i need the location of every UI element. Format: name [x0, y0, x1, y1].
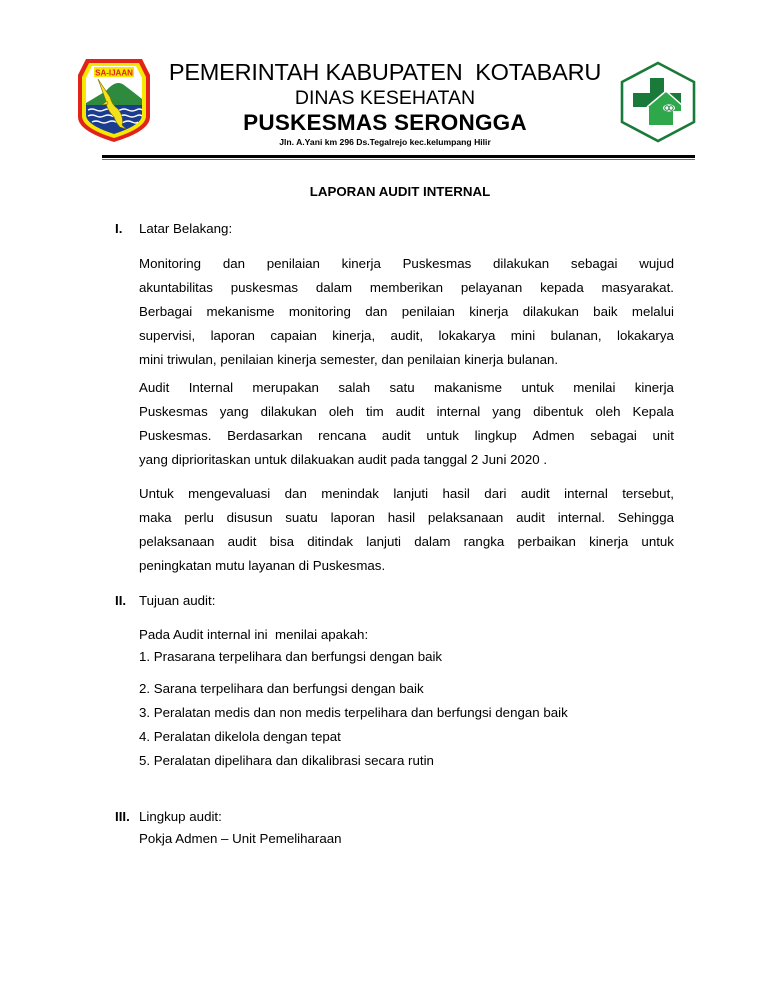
word: lokakarya: [438, 328, 496, 343]
svg-text:SA-IJAAN: SA-IJAAN: [95, 68, 133, 78]
word: untuk: [521, 380, 554, 395]
word: menindak: [321, 486, 379, 501]
word: akuntabilitas: [139, 280, 213, 295]
word: maka: [139, 510, 172, 525]
word: dilakukan: [522, 304, 579, 319]
word: kinerja: [634, 380, 674, 395]
word: mini: [510, 328, 536, 343]
word: dalam: [414, 534, 451, 549]
paragraph-line: peningkatan mutu layanan di Puskesmas.: [139, 558, 386, 573]
word: laporan: [330, 510, 375, 525]
section-3-heading: Lingkup audit:: [139, 809, 222, 824]
letterhead-address: Jln. A.Yani km 296 Ds.Tegalrejo kec.kelumpang Hilir: [279, 137, 491, 147]
word: laporan: [210, 328, 255, 343]
word: audit: [520, 486, 550, 501]
list-item: 4. Peralatan dikelola dengan tepat: [139, 729, 341, 744]
word: disusun: [226, 510, 273, 525]
word: bisa: [269, 534, 295, 549]
word: bulanan,: [550, 328, 602, 343]
word: hasil: [442, 486, 470, 501]
word: Admen: [532, 428, 575, 443]
paragraph-line: yang diprioritaskan untuk dilakuakan audit pada tanggal 2 Juni 2020 .: [139, 452, 548, 467]
word: penilaian: [401, 304, 455, 319]
word: supervisi,: [139, 328, 196, 343]
list-item: 2. Sarana terpelihara dan berfungsi dengan baik: [139, 681, 424, 696]
word: audit: [227, 534, 257, 549]
word: oleh: [328, 404, 354, 419]
word: Puskesmas: [402, 256, 472, 271]
word: dan: [222, 256, 245, 271]
word: audit: [516, 510, 545, 525]
word: Audit: [139, 380, 170, 395]
word: internal: [436, 404, 481, 419]
word: rangka: [463, 534, 505, 549]
section-2-number: II.: [115, 593, 127, 608]
letterhead-institution-name: PUSKESMAS SERONGGA: [243, 110, 527, 135]
word: Sehingga: [617, 510, 674, 525]
word: perbaikan: [517, 534, 576, 549]
word: baik: [593, 304, 618, 319]
paragraph-line: [139, 534, 674, 558]
word: dan: [365, 304, 388, 319]
word: sebagai: [570, 256, 618, 271]
word: capaian: [270, 328, 317, 343]
section-1-paragraph-2: [139, 380, 674, 476]
word: Monitoring: [139, 256, 202, 271]
word: pelayanan: [460, 280, 523, 295]
word: kinerja: [341, 256, 381, 271]
list-item: 3. Peralatan medis dan non medis terpelihara dan berfungsi dengan baik: [139, 705, 568, 720]
word: rencana: [318, 428, 367, 443]
section-3-number: III.: [115, 809, 130, 824]
word: dilakukan: [260, 404, 317, 419]
word: internal.: [557, 510, 606, 525]
word: tim: [365, 404, 384, 419]
paragraph-line: [139, 328, 674, 352]
section-2-intro: Pada Audit internal ini menilai apakah:: [139, 627, 369, 642]
word: merupakan: [252, 380, 319, 395]
word: Untuk: [139, 486, 174, 501]
word: yang: [492, 404, 522, 419]
word: mengevaluasi: [188, 486, 271, 501]
word: mekanisme: [206, 304, 275, 319]
word: untuk: [426, 428, 459, 443]
word: pelaksanaan: [427, 510, 504, 525]
section-1-paragraph-1: [139, 256, 674, 376]
paragraph-line: [139, 486, 674, 510]
word: audit: [395, 404, 425, 419]
word: satu: [389, 380, 415, 395]
word: untuk: [641, 534, 674, 549]
word: hasil: [387, 510, 416, 525]
word: salah: [338, 380, 371, 395]
word: Puskesmas: [139, 404, 208, 419]
word: makanisme: [434, 380, 502, 395]
letterhead-divider-thick: [102, 155, 695, 158]
word: audit,: [390, 328, 424, 343]
list-item: 5. Peralatan dipelihara dan dikalibrasi secara rutin: [139, 753, 434, 768]
section-3-body: Pokja Admen – Unit Pemeliharaan: [139, 831, 342, 846]
word: kepada: [540, 280, 584, 295]
kotabaru-regency-crest-icon: [76, 57, 152, 143]
word: melalui: [631, 304, 674, 319]
word: suatu: [285, 510, 318, 525]
word: internal: [564, 486, 608, 501]
paragraph-line: [139, 510, 674, 534]
paragraph-line: [139, 404, 674, 428]
word: oleh: [595, 404, 621, 419]
word: pelaksanaan: [139, 534, 215, 549]
word: monitoring: [288, 304, 351, 319]
puskesmas-cross-house-icon: [619, 61, 697, 143]
word: lingkup: [474, 428, 517, 443]
word: kinerja,: [332, 328, 376, 343]
word: unit: [652, 428, 674, 443]
word: Berdasarkan: [227, 428, 303, 443]
section-1-paragraph-3: [139, 486, 674, 582]
word: menilai: [573, 380, 616, 395]
word: memberikan: [369, 280, 444, 295]
word: Berbagai: [139, 304, 193, 319]
word: Puskesmas.: [139, 428, 212, 443]
paragraph-line: [139, 428, 674, 452]
letterhead-divider-thin: [102, 159, 695, 160]
word: lanjuti: [393, 486, 429, 501]
word: penilaian: [266, 256, 320, 271]
word: ditindak: [307, 534, 354, 549]
word: lanjuti: [366, 534, 402, 549]
section-1-number: I.: [115, 221, 123, 236]
word: tersebut,: [622, 486, 674, 501]
word: wujud: [639, 256, 674, 271]
word: sebagai: [590, 428, 637, 443]
word: dilakukan: [493, 256, 550, 271]
list-item: 1. Prasarana terpelihara dan berfungsi dengan baik: [139, 649, 443, 664]
section-2-heading: Tujuan audit:: [139, 593, 216, 608]
word: puskesmas: [230, 280, 299, 295]
paragraph-line: [139, 280, 674, 304]
paragraph-line: [139, 380, 674, 404]
word: masyarakat.: [601, 280, 674, 295]
word: dan: [284, 486, 307, 501]
paragraph-line: [139, 256, 674, 280]
word: dari: [484, 486, 507, 501]
section-1-heading: Latar Belakang:: [139, 221, 233, 236]
word: yang: [219, 404, 249, 419]
word: audit: [381, 428, 411, 443]
word: Internal: [188, 380, 234, 395]
document-title: LAPORAN AUDIT INTERNAL: [309, 184, 491, 199]
word: dalam: [315, 280, 353, 295]
paragraph-line: [139, 304, 674, 328]
letterhead-department-name: DINAS KESEHATAN: [294, 87, 476, 109]
word: kinerja: [589, 534, 629, 549]
word: kinerja: [469, 304, 509, 319]
word: Kepala: [632, 404, 674, 419]
letterhead-government-name: PEMERINTAH KABUPATEN KOTABARU: [168, 59, 602, 85]
paragraph-line: mini triwulan, penilaian kinerja semester, dan penilaian kinerja bulanan.: [139, 352, 559, 367]
word: lokakarya: [616, 328, 674, 343]
word: perlu: [184, 510, 214, 525]
word: dibentuk: [533, 404, 584, 419]
